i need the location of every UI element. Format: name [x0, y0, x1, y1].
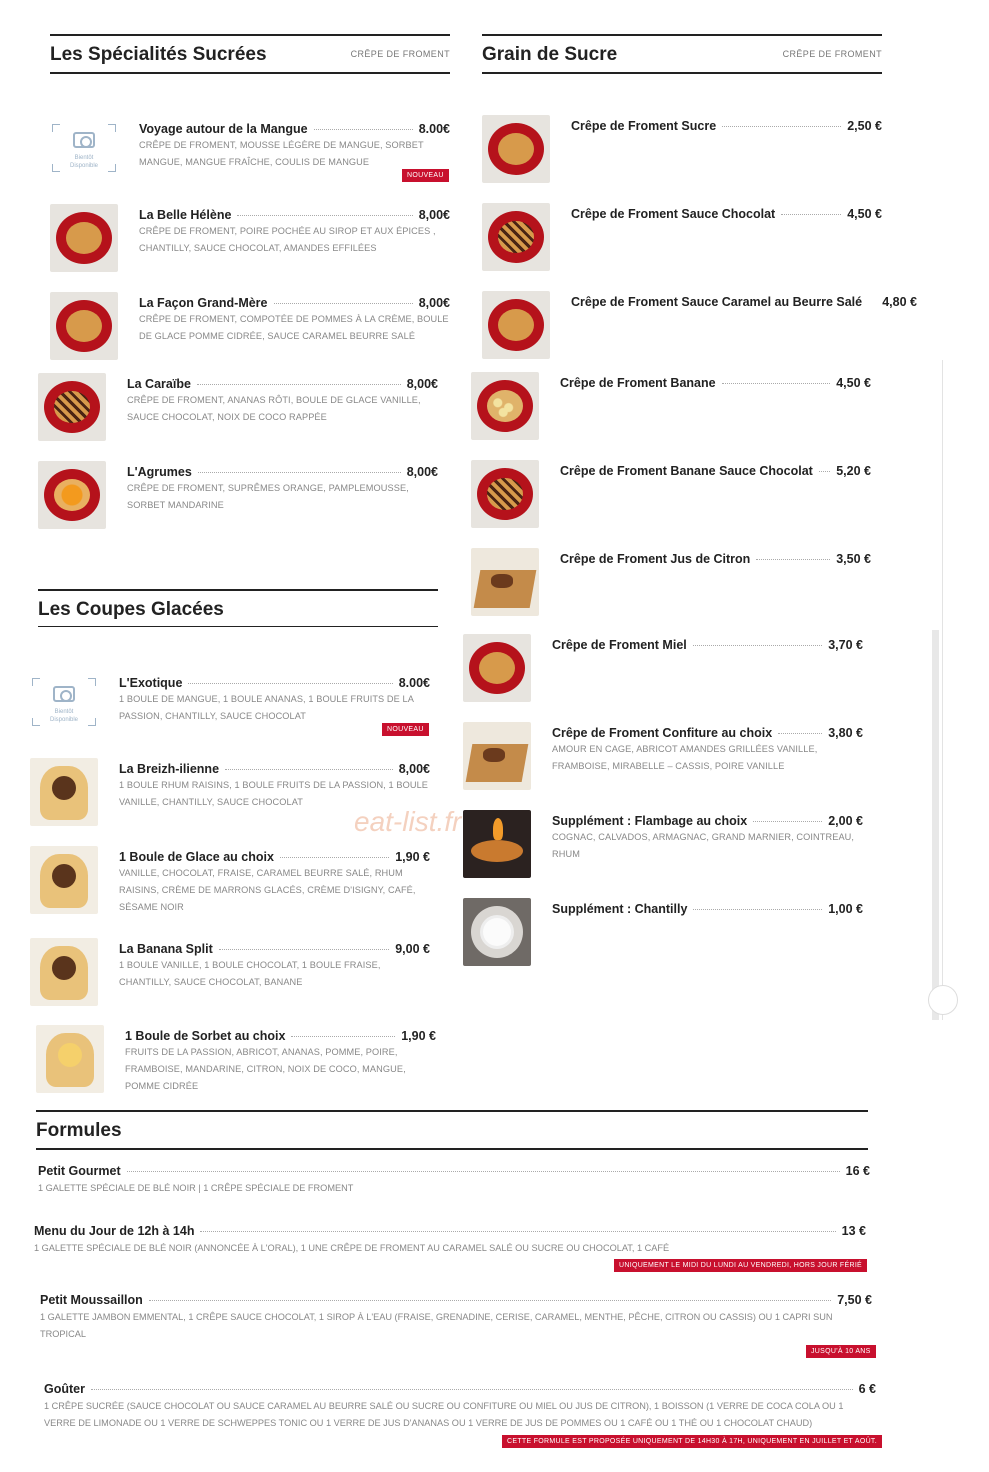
condition-badge: UNIQUEMENT LE MIDI DU LUNDI AU VENDREDI, HORS JOUR FÉRIÉ — [614, 1259, 867, 1272]
item-price: 1,90 € — [395, 850, 430, 864]
crepe-photo — [482, 115, 550, 183]
formule-name: Petit Moussaillon — [40, 1293, 143, 1307]
item-name: Voyage autour de la Mangue — [139, 122, 308, 136]
formule-description: 1 GALETTE SPÉCIALE DE BLÉ NOIR | 1 CRÊPE SPÉCIALE DE FROMENT — [38, 1183, 354, 1193]
menu-item — [30, 672, 430, 740]
item-name: La Breizh-ilienne — [119, 762, 220, 776]
item-name: Crêpe de Froment Banane — [560, 376, 716, 390]
crepe-photo — [471, 372, 539, 440]
new-badge: NOUVEAU — [402, 169, 449, 182]
formule-name: Petit Gourmet — [38, 1164, 121, 1178]
menu-item — [50, 118, 450, 186]
menu-item — [482, 115, 882, 183]
scroll-to-top-button[interactable] — [928, 985, 958, 1015]
menu-item — [38, 373, 438, 441]
condition-badge: CETTE FORMULE EST PROPOSÉE UNIQUEMENT DE 14H30 À 17H, UNIQUEMENT EN JUILLET ET AOÛT. — [502, 1435, 882, 1448]
menu-item — [463, 810, 863, 878]
formule-price: 16 € — [845, 1164, 870, 1178]
item-price: 2,50 € — [847, 119, 882, 133]
formule-price: 6 € — [858, 1382, 876, 1396]
formule-item — [38, 1164, 870, 1197]
item-description: FRUITS DE LA PASSION, ABRICOT, ANANAS, POMME, POIRE, FRAMBOISE, MANDARINE, CITRON, NOIX DE COCO, MANGUE, POMME CIDRÉE — [125, 1047, 406, 1091]
menu-item — [463, 898, 863, 966]
menu-item — [482, 291, 917, 359]
item-price: 8.00€ — [398, 676, 430, 690]
item-name: La Caraïbe — [127, 377, 191, 391]
item-description: CRÊPE DE FROMENT, SUPRÊMES ORANGE, PAMPLEMOUSSE, SORBET MANDARINE — [127, 483, 409, 510]
item-price: 5,20 € — [836, 464, 871, 478]
menu-item — [50, 292, 450, 360]
item-description: COGNAC, CALVADOS, ARMAGNAC, GRAND MARNIER, COINTREAU, RHUM — [552, 832, 855, 859]
formule-description: 1 GALETTE JAMBON EMMENTAL, 1 CRÊPE SAUCE CHOCOLAT, 1 SIROP À L'EAU (FRAISE, GRENADINE, CERISE, CARAMEL, MENTHE, PÊCHE, CITRON OU CASSIS) OU 1 CAPRI SUN TROPICAL — [40, 1312, 833, 1339]
item-price: 3,50 € — [836, 552, 871, 566]
item-price: 8,00€ — [406, 377, 438, 391]
section-header-grain — [482, 34, 882, 74]
menu-item — [30, 938, 430, 1006]
chantilly-photo — [463, 898, 531, 966]
formule-description: 1 GALETTE SPÉCIALE DE BLÉ NOIR (ANNONCÉE À L'ORAL), 1 UNE CRÊPE DE FROMENT AU CARAMEL SALÉ OU SUCRE OU CHOCOLAT, 1 CAFÉ — [34, 1243, 670, 1253]
crepe-photo — [482, 291, 550, 359]
formule-item — [44, 1382, 876, 1432]
item-price: 9,00 € — [395, 942, 430, 956]
section-title: Formules — [36, 1120, 122, 1141]
item-price: 4,50 € — [847, 207, 882, 221]
item-description: 1 BOULE RHUM RAISINS, 1 BOULE FRUITS DE LA PASSION, 1 BOULE VANILLE, CHANTILLY, SAUCE CHOCOLAT — [119, 780, 429, 807]
item-price: 4,80 € — [882, 295, 917, 309]
item-description: CRÊPE DE FROMENT, COMPOTÉE DE POMMES À LA CRÈME, BOULE DE GLACE POMME CIDRÉE, SAUCE CARAMEL BEURRE SALÉ — [139, 314, 449, 341]
item-name: L'Agrumes — [127, 465, 192, 479]
item-name: L'Exotique — [119, 676, 183, 690]
formule-price: 7,50 € — [837, 1293, 872, 1307]
item-name: Crêpe de Froment Miel — [552, 638, 687, 652]
coupe-photo — [36, 1025, 104, 1093]
flambe-photo — [463, 810, 531, 878]
item-name: Crêpe de Froment Sauce Chocolat — [571, 207, 776, 221]
formule-description: 1 CRÊPE SUCRÉE (SAUCE CHOCOLAT OU SAUCE CARAMEL AU BEURRE SALÉ OU SUCRE OU CONFITURE OU MIEL OU JUS DE CITRON), 1 BOISSON (1 VERRE DE COCA COLA OU 1 VERRE DE LIMONADE OU 1 VERRE DE SCHWEPPES TONIC OU 1 VERRE DE JUS D'ANANAS OU 1 VERRE DE JUS DE POMMES OU 1 CAFÉ OU 1 THÉ OU 1 CHOCOLAT CHAUD) — [44, 1401, 844, 1428]
item-price: 8,00€ — [398, 762, 430, 776]
item-name: La Façon Grand-Mère — [139, 296, 268, 310]
formule-price: 13 € — [841, 1224, 866, 1238]
item-description: CRÊPE DE FROMENT, POIRE POCHÉE AU SIROP ET AUX ÉPICES , CHANTILLY, SAUCE CHOCOLAT, AMANDES EFFILÉES — [139, 226, 436, 253]
item-price: 3,80 € — [828, 726, 863, 740]
section-header-formules — [36, 1110, 868, 1150]
crepe-photo — [463, 722, 531, 790]
menu-item — [482, 203, 882, 271]
crepe-photo — [471, 460, 539, 528]
crepe-photo — [482, 203, 550, 271]
menu-item — [471, 460, 871, 528]
item-name: 1 Boule de Sorbet au choix — [125, 1029, 286, 1043]
item-name: Supplément : Chantilly — [552, 902, 688, 916]
menu-item — [463, 634, 863, 702]
item-description: CRÊPE DE FROMENT, ANANAS RÔTI, BOULE DE GLACE VANILLE, SAUCE CHOCOLAT, NOIX DE COCO RAPPÉE — [127, 395, 421, 422]
section-title: Grain de Sucre — [482, 44, 618, 65]
item-name: Supplément : Flambage au choix — [552, 814, 748, 828]
formule-item — [40, 1293, 872, 1343]
item-name: 1 Boule de Glace au choix — [119, 850, 274, 864]
page-divider — [942, 360, 943, 1020]
item-price: 1,90 € — [401, 1029, 436, 1043]
menu-item — [30, 846, 430, 914]
item-name: Crêpe de Froment Jus de Citron — [560, 552, 751, 566]
item-price: 8,00€ — [418, 208, 450, 222]
menu-item — [50, 204, 450, 272]
new-badge: NOUVEAU — [382, 723, 429, 736]
dessert-photo — [50, 204, 118, 272]
section-header-specialites — [50, 34, 450, 74]
item-price: 8.00€ — [418, 122, 450, 136]
menu-item — [36, 1025, 436, 1093]
formule-name: Goûter — [44, 1382, 85, 1396]
item-name: La Belle Hélène — [139, 208, 232, 222]
crepe-photo — [463, 634, 531, 702]
item-price: 2,00 € — [828, 814, 863, 828]
section-title: Les Spécialités Sucrées — [50, 44, 267, 65]
scrollbar[interactable] — [932, 630, 939, 1020]
menu-item — [463, 722, 863, 790]
item-description: VANILLE, CHOCOLAT, FRAISE, CARAMEL BEURRE SALÉ, RHUM RAISINS, CRÈME DE MARRONS GLACÉS, CRÈME D'ISIGNY, CAFÉ, SÉSAME NOIR — [119, 868, 416, 912]
item-name: Crêpe de Froment Sauce Caramel au Beurre Salé — [571, 295, 863, 309]
item-description: AMOUR EN CAGE, ABRICOT AMANDES GRILLÉES VANILLE, FRAMBOISE, MIRABELLE – CASSIS, POIRE VANILLE — [552, 744, 818, 771]
item-price: 4,50 € — [836, 376, 871, 390]
menu-item — [471, 372, 871, 440]
camera-placeholder-icon: Bientôt Disponible — [30, 672, 98, 740]
item-name: Crêpe de Froment Sucre — [571, 119, 717, 133]
item-description: CRÊPE DE FROMENT, MOUSSE LÉGÈRE DE MANGUE, SORBET MANGUE, MANGUE FRAÎCHE, COULIS DE MANGUE — [139, 140, 424, 167]
dessert-photo — [38, 461, 106, 529]
item-description: 1 BOULE DE MANGUE, 1 BOULE ANANAS, 1 BOULE FRUITS DE LA PASSION, CHANTILLY, SAUCE CHOCOLAT — [119, 694, 414, 721]
item-name: Crêpe de Froment Banane Sauce Chocolat — [560, 464, 813, 478]
watermark: eat-list.fr — [354, 806, 462, 837]
camera-placeholder-icon: Bientôt Disponible — [50, 118, 118, 186]
section-header-coupes — [38, 589, 438, 627]
item-description: 1 BOULE VANILLE, 1 BOULE CHOCOLAT, 1 BOULE FRAISE, CHANTILLY, SAUCE CHOCOLAT, BANANE — [119, 960, 381, 987]
section-subtitle: CRÊPE DE FROMENT — [782, 49, 882, 59]
section-title: Les Coupes Glacées — [38, 599, 224, 620]
menu-item — [471, 548, 871, 616]
item-name: La Banana Split — [119, 942, 213, 956]
coupe-photo — [30, 758, 98, 826]
dessert-photo — [50, 292, 118, 360]
item-price: 1,00 € — [828, 902, 863, 916]
dessert-photo — [38, 373, 106, 441]
coupe-photo — [30, 938, 98, 1006]
formule-name: Menu du Jour de 12h à 14h — [34, 1224, 195, 1238]
formule-item — [34, 1224, 866, 1257]
crepe-photo — [471, 548, 539, 616]
item-price: 3,70 € — [828, 638, 863, 652]
item-name: Crêpe de Froment Confiture au choix — [552, 726, 773, 740]
condition-badge: JUSQU'À 10 ANS — [806, 1345, 876, 1358]
item-price: 8,00€ — [418, 296, 450, 310]
coupe-photo — [30, 846, 98, 914]
section-subtitle: CRÊPE DE FROMENT — [350, 49, 450, 59]
item-price: 8,00€ — [406, 465, 438, 479]
menu-item — [38, 461, 438, 529]
